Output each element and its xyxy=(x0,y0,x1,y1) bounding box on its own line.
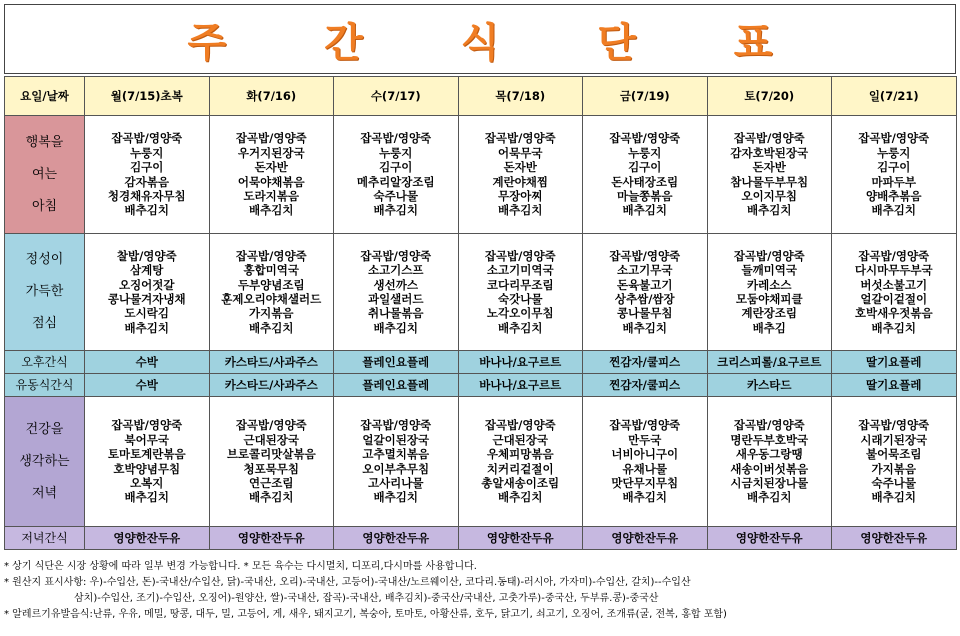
dish-item: 북어무국 xyxy=(124,432,169,447)
dish-item: 숙주나물 xyxy=(373,188,418,203)
dish-item: 잡곡밥/영양죽 xyxy=(609,248,681,263)
dish-item: 잡곡밥/영양죽 xyxy=(858,418,930,433)
dinner-cell xyxy=(334,397,459,527)
dish-item: 배추김치 xyxy=(498,320,543,335)
dish-item: 배추김치 xyxy=(498,490,543,505)
dish-item: 참나물두부무침 xyxy=(730,174,809,189)
breakfast-cell xyxy=(458,116,583,234)
breakfast-cell xyxy=(707,116,832,234)
label-line: 행복을 xyxy=(25,134,64,150)
dish-item: 누룽지 xyxy=(379,145,413,160)
dish-item: 코다리무조림 xyxy=(486,277,554,292)
dish-item: 카레소스 xyxy=(747,277,792,292)
dish-item: 잡곡밥/영양죽 xyxy=(360,248,432,263)
dish-item: 마파두부 xyxy=(871,174,916,189)
dish-item: 돈자반 xyxy=(503,160,537,175)
dish-item: 김구이 xyxy=(379,160,413,175)
breakfast-row xyxy=(5,116,957,234)
night_snack-cell: 영양한잔두유 xyxy=(583,527,708,550)
dish-item: 배추김 xyxy=(752,320,786,335)
note-line: * 원산지 표시사항: 우)-수입산, 돈)-국내산/수입산, 닭)-국내산, 오리)-국내산, 고등어)-국내산/노르웨이산, 코다리.동태)-러시아, 가자미)-수입산, 갈치)--수입산 xyxy=(4,577,691,588)
dish-item: 치커리겉절이 xyxy=(486,461,554,476)
dish-item: 삼계탕 xyxy=(130,263,164,278)
soft_snack-cell: 카스타드/사과주스 xyxy=(209,374,334,397)
breakfast-cell xyxy=(583,116,708,234)
title-box xyxy=(4,4,956,74)
lunch-cell xyxy=(334,234,459,351)
dish-item: 계란장조림 xyxy=(741,306,798,321)
afternoon_snack-cell: 찐감자/쿨피스 xyxy=(583,351,708,374)
label-line: 생각하는 xyxy=(19,453,70,469)
night-snack-row xyxy=(5,527,957,550)
label-line: 여는 xyxy=(31,166,58,182)
dish-item: 호박양념무침 xyxy=(113,461,181,476)
dish-item: 배추김치 xyxy=(747,490,792,505)
dish-item: 배추김치 xyxy=(622,490,667,505)
dish-item: 배추김치 xyxy=(249,320,294,335)
afternoon_snack-cell: 수박 xyxy=(85,351,210,374)
dish-item: 누룽지 xyxy=(628,145,662,160)
dish-item: 잡곡밥/영양죽 xyxy=(484,131,556,146)
dish-item: 배추김치 xyxy=(871,203,916,218)
dish-item: 숙주나물 xyxy=(871,475,916,490)
dish-item: 잡곡밥/영양죽 xyxy=(858,131,930,146)
dish-item: 배추김치 xyxy=(124,203,169,218)
dish-item: 돈사태장조림 xyxy=(611,174,679,189)
dinner-label xyxy=(5,397,85,527)
soft_snack-cell: 찐감자/쿨피스 xyxy=(583,374,708,397)
label-line: 가득한 xyxy=(25,284,64,299)
dish-item: 잡곡밥/영양죽 xyxy=(235,248,307,263)
dish-item: 오이부추무침 xyxy=(362,461,430,476)
dish-item: 배추김치 xyxy=(124,490,169,505)
dish-item: 근대된장국 xyxy=(492,432,549,447)
night-snack-label: 저녁간식 xyxy=(5,527,85,550)
dish-item: 콩나물겨자냉채 xyxy=(107,292,186,306)
dish-item: 잡곡밥/영양죽 xyxy=(360,131,432,146)
note-line: 삼치)-수입산, 조기)-수입산, 오징어)-원양산, 쌀)-국내산, 잡곡)-국내산, 배추김치)-중국산/국내산, 고춧가루)-중국산, 두부류.콩)-중국산 xyxy=(74,593,659,604)
menu-table xyxy=(4,76,957,550)
day-header: 월(7/15)초복 xyxy=(85,77,210,116)
dish-item: 찰밥/영양죽 xyxy=(116,248,177,263)
dish-item: 누룽지 xyxy=(877,145,911,160)
lunch-cell xyxy=(85,234,210,351)
dish-item: 감자볶음 xyxy=(124,174,169,189)
dinner-cell xyxy=(85,397,210,527)
label-line: 아침 xyxy=(31,198,58,214)
dish-item: 오복지 xyxy=(130,475,164,490)
afternoon_snack-cell: 크리스피롤/요구르트 xyxy=(707,351,832,374)
dish-item: 잡곡밥/영양죽 xyxy=(609,131,681,146)
dish-item: 배추김치 xyxy=(622,320,667,335)
dish-item: 버섯소불고기 xyxy=(860,277,928,292)
dish-item: 생선까스 xyxy=(373,277,418,292)
dish-item: 잡곡밥/영양죽 xyxy=(733,131,805,146)
day-header: 일(7/21) xyxy=(832,77,957,116)
dish-item: 잡곡밥/영양죽 xyxy=(609,418,681,433)
dish-item: 돈자반 xyxy=(254,160,288,175)
dish-item: 숙갓나물 xyxy=(498,292,543,306)
dish-item: 어묵무국 xyxy=(498,145,543,160)
afternoon-snack-row xyxy=(5,351,957,374)
dish-item: 배추김치 xyxy=(747,203,792,218)
soft-snack-label: 유동식간식 xyxy=(5,374,85,397)
dish-item: 청포묵무침 xyxy=(243,461,300,476)
breakfast-cell xyxy=(209,116,334,234)
dish-item: 가지볶음 xyxy=(871,461,916,476)
dish-item: 잡곡밥/영양죽 xyxy=(733,418,805,433)
dish-item: 새송이버섯볶음 xyxy=(730,461,809,476)
soft_snack-cell: 카스타드 xyxy=(707,374,832,397)
day-header: 금(7/19) xyxy=(583,77,708,116)
header-row xyxy=(5,77,957,116)
night_snack-cell: 영양한잔두유 xyxy=(707,527,832,550)
weekly-menu-sheet xyxy=(4,4,956,630)
dish-item: 도시락김 xyxy=(124,306,169,321)
page-title: 주 간 식 단 표 xyxy=(187,19,815,66)
lunch-cell xyxy=(458,234,583,351)
day-header: 토(7/20) xyxy=(707,77,832,116)
dish-item: 잡곡밥/영양죽 xyxy=(858,248,930,263)
dish-item: 배추김치 xyxy=(622,203,667,218)
dish-item: 오징어젓갈 xyxy=(118,277,175,292)
dish-item: 돈자반 xyxy=(752,160,786,175)
dish-item: 홍합미역국 xyxy=(243,263,300,278)
dish-item: 배추김치 xyxy=(249,490,294,505)
soft_snack-cell: 바나나/요구르트 xyxy=(458,374,583,397)
dish-item: 총알새송이조림 xyxy=(481,475,560,490)
afternoon-snack-label: 오후간식 xyxy=(5,351,85,374)
soft_snack-cell: 플레인요플레 xyxy=(334,374,459,397)
dish-item: 시래기된장국 xyxy=(860,432,928,447)
dish-item: 청경채유자무침 xyxy=(107,188,186,203)
dish-item: 잡곡밥/영양죽 xyxy=(484,248,556,263)
dish-item: 연근조림 xyxy=(249,475,294,490)
lunch-label xyxy=(5,234,85,351)
corner-header: 요일/날짜 xyxy=(5,77,85,116)
lunch-cell xyxy=(583,234,708,351)
dish-item: 김구이 xyxy=(130,160,164,175)
dish-item: 두부양념조림 xyxy=(237,277,305,292)
dish-item: 들깨미역국 xyxy=(741,263,798,278)
dish-item: 맛단무지무침 xyxy=(611,475,679,490)
dish-item: 계란야채찜 xyxy=(492,174,549,189)
lunch-row xyxy=(5,234,957,351)
dish-item: 우체피망볶음 xyxy=(486,447,554,462)
dish-item: 도라지볶음 xyxy=(243,188,300,203)
night_snack-cell: 영양한잔두유 xyxy=(334,527,459,550)
dish-item: 훈제오리야채샐러드 xyxy=(221,292,322,306)
day-header: 목(7/18) xyxy=(458,77,583,116)
dish-item: 김구이 xyxy=(628,160,662,175)
dish-item: 너비아니구이 xyxy=(611,447,679,462)
note-line: * 알레르기유발음식:난류, 우유, 메밀, 땅콩, 대두, 밀, 고등어, 게, 새우, 돼지고기, 복숭아, 토마토, 아황산류, 호두, 닭고기, 쇠고기, 오징어, 조개류(굴, 전복, 홍합 포함) xyxy=(4,609,727,620)
dish-item: 소고기스프 xyxy=(367,263,424,278)
lunch-cell xyxy=(209,234,334,351)
breakfast-cell xyxy=(832,116,957,234)
dish-item: 잡곡밥/영양죽 xyxy=(111,131,183,146)
dish-item: 잡곡밥/영양죽 xyxy=(235,418,307,433)
night_snack-cell: 영양한잔두유 xyxy=(85,527,210,550)
dish-item: 모둠야채피클 xyxy=(735,292,803,306)
dish-item: 김구이 xyxy=(877,160,911,175)
afternoon_snack-cell: 카스타드/사과주스 xyxy=(209,351,334,374)
dinner-cell xyxy=(458,397,583,527)
breakfast-label xyxy=(5,116,85,234)
dish-item: 잡곡밥/영양죽 xyxy=(484,418,556,433)
label-line: 저녁 xyxy=(31,485,58,501)
dish-item: 소고기미역국 xyxy=(486,263,554,278)
dish-item: 우거지된장국 xyxy=(237,145,305,160)
dish-item: 근대된장국 xyxy=(243,432,300,447)
dish-item: 돈육불고기 xyxy=(616,277,673,292)
dish-item: 잡곡밥/영양죽 xyxy=(733,248,805,263)
label-line: 건강을 xyxy=(25,421,64,437)
dish-item: 무장아찌 xyxy=(498,188,543,203)
dish-item: 얼갈이된장국 xyxy=(362,432,430,447)
dish-item: 과일샐러드 xyxy=(367,292,424,306)
soft-snack-row xyxy=(5,374,957,397)
soft_snack-cell: 딸기요플레 xyxy=(832,374,957,397)
dish-item: 얼갈이겉절이 xyxy=(860,292,928,306)
afternoon_snack-cell: 바나나/요구르트 xyxy=(458,351,583,374)
dish-item: 배추김치 xyxy=(498,203,543,218)
dish-item: 토마토계란볶음 xyxy=(107,447,186,462)
dish-item: 누룽지 xyxy=(130,145,164,160)
dish-item: 감자호박된장국 xyxy=(730,145,809,160)
dinner-row xyxy=(5,397,957,527)
dish-item: 어묵야채볶음 xyxy=(237,174,305,189)
dish-item: 배추김치 xyxy=(373,320,418,335)
dinner-cell xyxy=(209,397,334,527)
dish-item: 명란두부호박국 xyxy=(730,432,809,447)
label-line: 정성이 xyxy=(25,252,64,267)
dish-item: 새우동그랑땡 xyxy=(735,447,803,462)
breakfast-cell xyxy=(334,116,459,234)
dish-item: 노각오이무침 xyxy=(486,306,554,321)
dish-item: 가지볶음 xyxy=(249,306,294,321)
dish-item: 고사리나물 xyxy=(367,475,424,490)
dinner-cell xyxy=(583,397,708,527)
afternoon_snack-cell: 딸기요플레 xyxy=(832,351,957,374)
dish-item: 메추리알장조림 xyxy=(356,174,435,189)
dish-item: 시금치된장나물 xyxy=(730,475,809,490)
night_snack-cell: 영양한잔두유 xyxy=(832,527,957,550)
dish-item: 콩나물무침 xyxy=(616,306,673,321)
dish-item: 잡곡밥/영양죽 xyxy=(360,418,432,433)
dish-item: 만두국 xyxy=(628,432,662,447)
dish-item: 잡곡밥/영양죽 xyxy=(235,131,307,146)
dish-item: 배추김치 xyxy=(373,490,418,505)
soft_snack-cell: 수박 xyxy=(85,374,210,397)
dish-item: 브로콜리맛살볶음 xyxy=(226,447,316,462)
afternoon_snack-cell: 플레인요플레 xyxy=(334,351,459,374)
notes xyxy=(4,559,956,623)
dish-item: 유채나물 xyxy=(622,461,667,476)
dish-item: 양배추볶음 xyxy=(865,188,922,203)
dish-item: 배추김치 xyxy=(124,320,169,335)
dish-item: 취나물볶음 xyxy=(367,306,424,321)
night_snack-cell: 영양한잔두유 xyxy=(209,527,334,550)
lunch-cell xyxy=(707,234,832,351)
dish-item: 호박새우젓볶음 xyxy=(854,306,933,321)
dinner-cell xyxy=(832,397,957,527)
day-header: 수(7/17) xyxy=(334,77,459,116)
dinner-cell xyxy=(707,397,832,527)
dish-item: 배추김치 xyxy=(373,203,418,218)
dish-item: 배추김치 xyxy=(871,490,916,505)
dish-item: 오이지무침 xyxy=(741,188,798,203)
lunch-cell xyxy=(832,234,957,351)
dish-item: 고추멸치볶음 xyxy=(362,447,430,462)
dish-item: 배추김치 xyxy=(249,203,294,218)
dish-item: 다시마무두부국 xyxy=(854,263,933,278)
dish-item: 마늘쫑볶음 xyxy=(616,188,673,203)
dish-item: 잡곡밥/영양죽 xyxy=(111,418,183,433)
breakfast-cell xyxy=(85,116,210,234)
label-line: 점심 xyxy=(31,316,58,331)
note-line: * 상기 식단은 시장 상황에 따라 일부 변경 가능합니다. * 모든 육수는 다시멸치, 디포리,다시마를 사용합니다. xyxy=(4,561,477,572)
dish-item: 상추쌈/쌈장 xyxy=(614,292,675,306)
dish-item: 소고기무국 xyxy=(616,263,673,278)
dish-item: 불어묵조림 xyxy=(865,447,922,462)
night_snack-cell: 영양한잔두유 xyxy=(458,527,583,550)
day-header: 화(7/16) xyxy=(209,77,334,116)
dish-item: 배추김치 xyxy=(871,320,916,335)
